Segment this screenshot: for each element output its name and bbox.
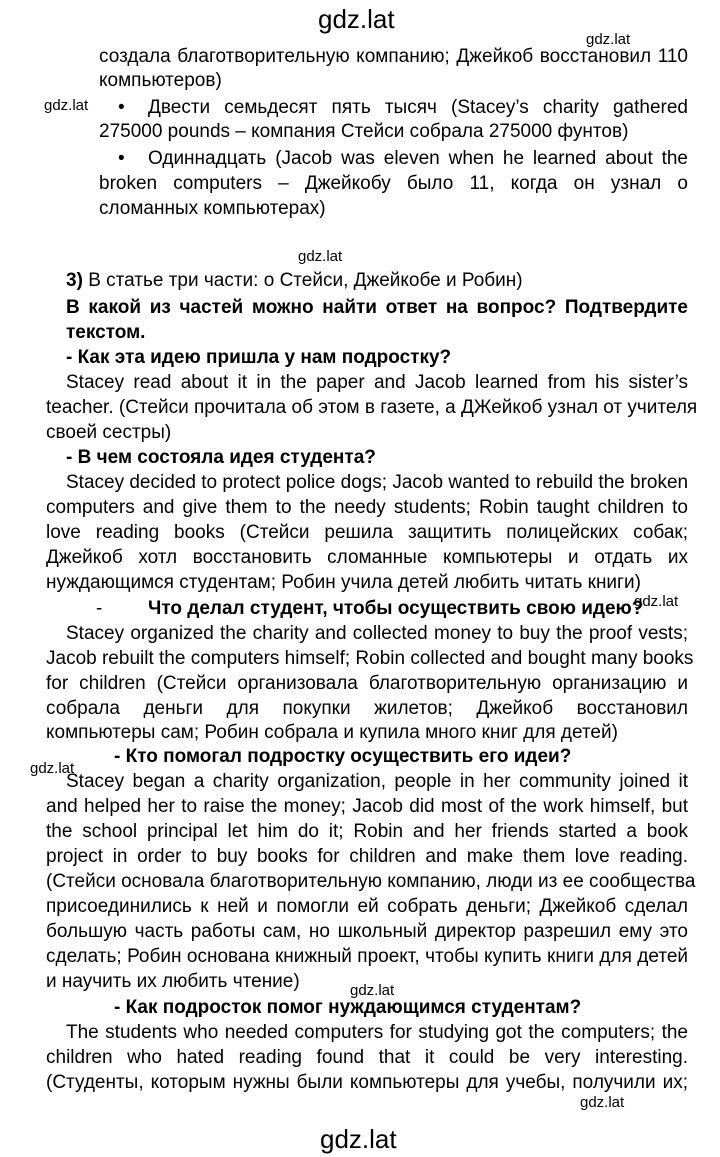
bullet-item-line: Двести семьдесят пять тысяч (Stacey’s charity gathered	[148, 97, 688, 118]
bullet-item-line: 275000 pounds – компания Стейси собрала 275000 фунтов)	[99, 121, 629, 142]
watermark: gdz.lat	[586, 31, 631, 48]
question-line: В какой из частей можно найти ответ на вопрос? Подтвердите	[66, 297, 688, 318]
answer-line: большую часть работы сам, но школьный директор разрешил ему это	[46, 921, 688, 942]
text-line: создала благотворительную компанию; Джейкоб восстановил 110	[99, 46, 688, 67]
answer-line: собрала деньги для покупки жилетов; Джейкоб восстановил	[46, 698, 688, 719]
answer-line: teacher. (Стейси прочитала об этом в газете, а ДЖейкоб узнал от учителя	[46, 397, 698, 418]
answer-line: children who hated reading found that it could be very interesting.	[46, 1047, 688, 1068]
bullet: •	[118, 148, 125, 169]
answer-line: сделать; Робин основана книжный проект, чтобы купить книги для детей	[46, 946, 688, 967]
sub-question: - Кто помогал подростку осуществить его идеи?	[114, 746, 572, 767]
watermark-top: gdz.lat	[318, 4, 395, 34]
watermark: gdz.lat	[350, 982, 395, 999]
answer-line: Stacey began a charity organization, people in her community joined it	[66, 771, 688, 792]
watermark: gdz.lat	[634, 593, 679, 610]
answer-line: присоединились к ней и помогли ей собрать деньги; Джейкоб сделал	[46, 896, 688, 917]
answer-line: нуждающимся студентам; Робин учила детей любить читать книги)	[46, 572, 641, 593]
answer-line: project in order to buy books for children and make them love reading.	[46, 846, 688, 867]
sub-question-dash: -	[96, 598, 103, 619]
sub-question: - Как эта идею пришла у нам подростку?	[66, 347, 452, 368]
watermark-bottom: gdz.lat	[320, 1124, 397, 1154]
answer-line: Stacey read about it in the paper and Jacob learned from his sister’s	[66, 372, 688, 393]
answer-line: The students who needed computers for studying got the computers; the	[66, 1022, 688, 1043]
answer-line: (Студенты, которым нужны были компьютеры для учебы, получили их;	[46, 1072, 688, 1093]
sub-question: - В чем состояла идея студента?	[66, 447, 376, 468]
bullet: •	[118, 97, 125, 118]
answer-line: Джейкоб хотл восстановить сломанные компьютеры и отдать их	[46, 547, 688, 568]
bullet-item-line: сломанных компьютерах)	[99, 198, 326, 219]
bullet-item-line: Одиннадцать (Jacob was eleven when he learned about the	[148, 148, 688, 169]
answer-line: Stacey decided to protect police dogs; Jacob wanted to rebuild the broken	[66, 472, 689, 493]
answer-line: the school principal let him do it; Robin and her friends started a book	[46, 821, 688, 842]
answer-line: computers and give them to the needy students; Robin taught children to	[46, 497, 688, 518]
section-intro	[66, 269, 523, 293]
question-line: текстом.	[66, 322, 146, 343]
answer-line: for children (Стейси организовала благотворительную организацию и	[46, 673, 688, 694]
watermark: gdz.lat	[298, 248, 343, 265]
bullet-item-line: broken computers – Джейкобу было 11, когда он узнал о	[99, 173, 688, 194]
watermark: gdz.lat	[580, 1094, 625, 1111]
answer-line: love reading books (Стейси решила защитить полицейских собак;	[46, 522, 688, 543]
section-intro-text: В статье три части: о Стейси, Джейкобе и Робин)	[88, 270, 523, 291]
watermark: gdz.lat	[30, 760, 75, 777]
answer-line: (Стейси основала благотворительную компанию, люди из ее сообщества	[46, 871, 696, 892]
answer-line: Stacey organized the charity and collected money to buy the proof vests;	[66, 623, 688, 644]
answer-line: Jacob rebuilt the computers himself; Robin collected and bought many books	[46, 648, 694, 669]
answer-line: и научить их любить чтение)	[46, 971, 300, 992]
text-line: компьютеров)	[99, 70, 222, 91]
answer-line: and helped her to raise the money; Jacob did most of the work himself, but	[46, 796, 688, 817]
sub-question: Что делал студент, чтобы осуществить свою идею?	[148, 598, 644, 619]
answer-line: своей сестры)	[46, 422, 172, 443]
sub-question: - Как подросток помог нуждающимся студентам?	[114, 997, 582, 1018]
section-number: 3)	[66, 270, 83, 291]
answer-line: компьютеры сам; Робин собрала и купила много книг для детей)	[46, 722, 618, 743]
watermark: gdz.lat	[44, 97, 89, 114]
